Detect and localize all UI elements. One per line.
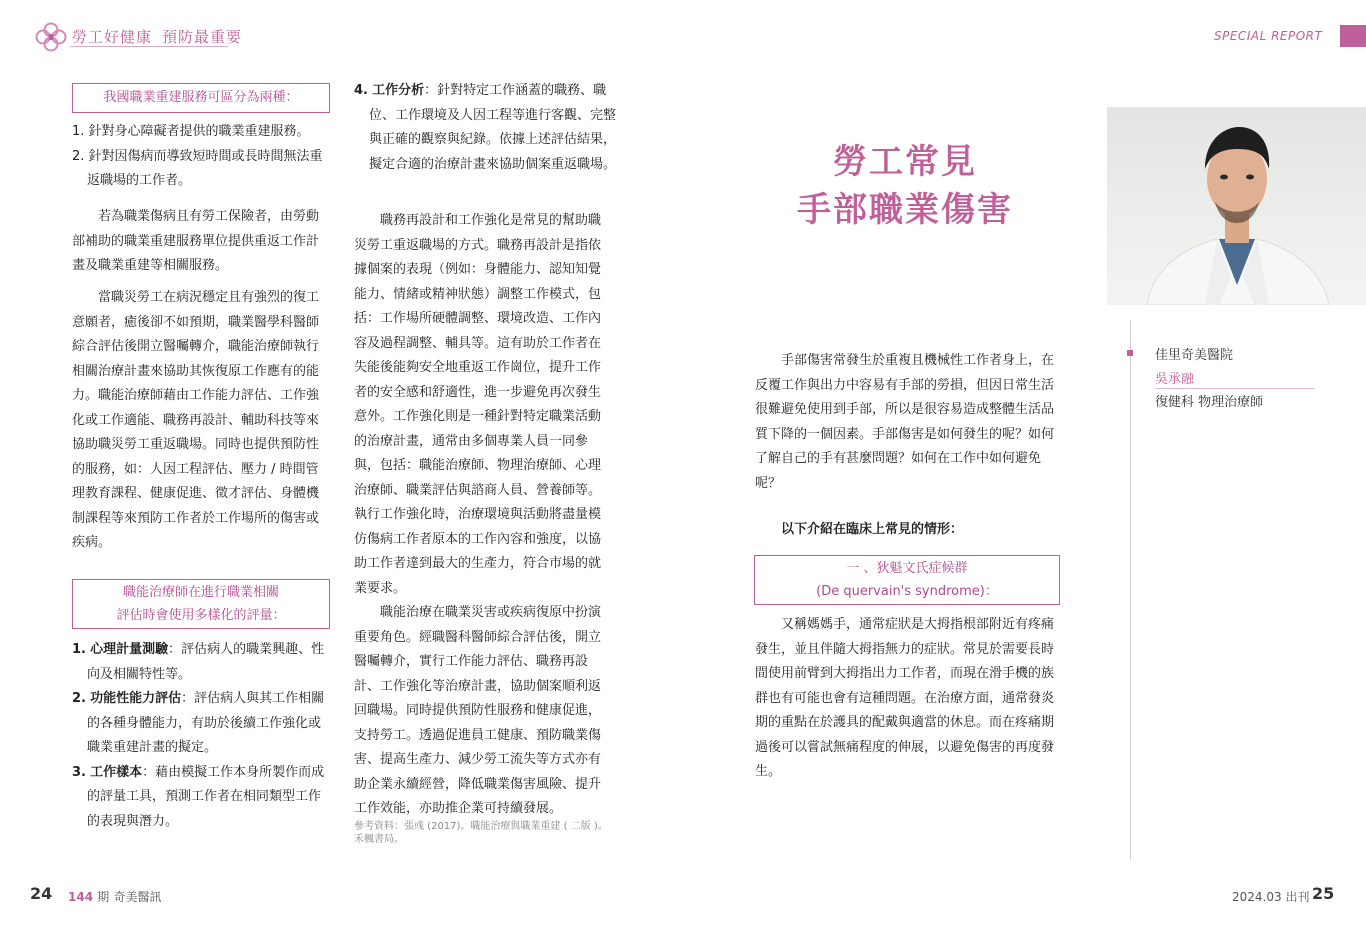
box2-line2: 評估時會使用多樣化的評量： xyxy=(116,608,286,623)
list-item: 2. 功能性能力評估：評估病人與其工作相關的各種身體能力，有助於後續工作強化或職業重建計畫的擬定。 xyxy=(72,691,325,755)
paragraph-intro: 手部傷害常發生於重複且機械性工作者身上，在反覆工作與出力中容易有手部的勞損，但因日常生活很難避免使用到手部，所以是很容易造成整體生活品質下降的一個因素。手部傷害是如何發生的呢？如何了解自己的手有甚麼問題？如何在工作中如何避免呢？ xyxy=(755,353,1055,491)
list-item: 1. 針對身心障礙者提供的職業重建服務。 xyxy=(72,124,310,139)
header-underline xyxy=(70,46,228,47)
issue-label-left: 144 期 奇美醫訊 xyxy=(68,890,162,904)
page-number-right: 25 xyxy=(1312,884,1335,903)
subheading-common-cases: 以下介紹在臨床上常見的情形： xyxy=(781,522,964,537)
list-item: 1. 心理計量測驗：評估病人的職業興趣、性向及相關特性等。 xyxy=(72,642,325,682)
issue-date-right: 2024.03 出刊 xyxy=(1232,890,1310,904)
article-title-line1: 勞工常見 xyxy=(833,142,977,182)
author-bullet-icon xyxy=(1127,350,1133,356)
page-number-left: 24 xyxy=(30,884,53,903)
paragraph-ot-role: 職能治療在職業災害或疾病復原中扮演重要角色。經職醫科醫師綜合評估後，開立醫囑轉介，實行工作能力評估、職務再設計、工作強化等治療計畫，協助個案順利返回職場。同時提供預防性服務和健康促進，支持勞工。透過促進員工健康、預防職業傷害、提高生產力、減少勞工流失等方式亦有助企業永續經營，降低職業傷害風險、提升工作效能，亦助推企業可持續發展。 xyxy=(354,605,602,816)
list-item: 2. 針對因傷病而導致短時間或長時間無法重返職場的工作者。 xyxy=(72,148,323,188)
section-heading-de-quervain xyxy=(754,555,1060,605)
paragraph-job-redesign: 職務再設計和工作強化是常見的幫助職災勞工重返職場的方式。職務再設計是指依據個案的表現（例如：身體能力、認知知覺能力、情緒或精神狀態）調整工作模式，包括：工作場所硬體調整、環境改造、工作內容及過程調整、輔具等。這有助於工作者在失能後能夠安全地重返工作崗位，提升工作者的安全感和舒適性，進一步避免再次發生意外。工作強化則是一種針對特定職業活動的治療計畫，通常由多個專業人員一同參與，包括：職能治療師、物理治療師、心理治療師、職業評估與諮商人員、營養師等。執行工作強化時，治療環境與活動將盡量模仿傷病工作者原本的工作內容和強度，以協助工作者達到最大的生產力，符合市場的就業要求。 xyxy=(354,213,602,596)
header-title-part1: 勞工好健康 xyxy=(72,28,153,46)
author-photo xyxy=(1107,107,1366,305)
list-item-job-analysis: 4. 工作分析：針對特定工作涵蓋的職務、職位、工作環境及人因工程等進行客觀、完整與正確的觀察與紀錄。依據上述評估結果，擬定合適的治療計畫來協助個案重返職場。 xyxy=(354,83,617,172)
special-report-label: SPECIAL REPORT xyxy=(1214,29,1323,43)
paragraph-de-quervain: 又稱媽媽手，通常症狀是大拇指根部附近有疼痛發生，並且伴隨大拇指無力的症狀。常見於需要長時間使用前臂到大拇指出力工作者，而現在滑手機的族群也有可能也會有這種問題。在治療方面，通常發炎期的重點在於護具的配戴與適當的休息。而在疼痛期過後可以嘗試無痛程度的伸展，以避免傷害的再度發生。 xyxy=(755,617,1055,779)
paragraph-return-to-work: 當職災勞工在病況穩定且有強烈的復工意願者，癒後卻不如預期，職業醫學科醫師綜合評估後開立醫囑轉介，職能治療師執行相關治療計畫來協助其恢復原工作應有的能力。職能治療師藉由工作能力評估、工作強化或工作適能、職務再設計、輔助科技等來協助職災勞工重返職場。同時也提供預防性的服務，如：人因工程評估、壓力 / 時間管理教育課程、健康促進、徵才評估、身體機制課程等來預防工作者於工作場所的傷害或疾病。 xyxy=(72,290,320,550)
author-portrait-image xyxy=(1107,107,1366,305)
box2-line1: 職能治療師在進行職業相關 xyxy=(122,585,279,600)
box-heading-service-types: 我國職業重建服務可區分為兩種： xyxy=(72,83,330,113)
author-hospital: 佳里奇美醫院 xyxy=(1155,348,1234,363)
section-title-line1: 一 、狄魁文氏症候群 xyxy=(846,561,968,576)
section-title-line2: (De quervain's syndrome)： xyxy=(816,584,998,599)
author-divider-line xyxy=(1130,320,1131,860)
assessment-list xyxy=(72,638,330,834)
author-name: 吳承融 xyxy=(1155,372,1195,387)
article-title xyxy=(760,138,1050,234)
reference-note: 參考資料：張彧 (2017)。職能治療與職業重建 ( 二版 )。禾楓書局。 xyxy=(354,821,608,845)
header-title-part2: 預防最重要 xyxy=(162,28,243,46)
box-heading-assessments xyxy=(72,579,330,629)
article-title-line2: 手部職業傷害 xyxy=(797,190,1013,230)
author-role: 復健科 物理治療師 xyxy=(1155,395,1264,410)
clover-logo-icon xyxy=(34,22,68,52)
author-name-underline xyxy=(1155,388,1315,389)
header-title xyxy=(72,26,242,47)
service-type-list xyxy=(72,120,330,194)
paragraph-insurance: 若為職業傷病且有勞工保險者，由勞動部補助的職業重建服務單位提供重返工作計畫及職業重建等相關服務。 xyxy=(72,209,320,273)
page-tab-marker xyxy=(1340,25,1366,47)
list-item: 3. 工作樣本：藉由模擬工作本身所製作而成的評量工具，預測工作者在相同類型工作的表現與潛力。 xyxy=(72,764,325,829)
